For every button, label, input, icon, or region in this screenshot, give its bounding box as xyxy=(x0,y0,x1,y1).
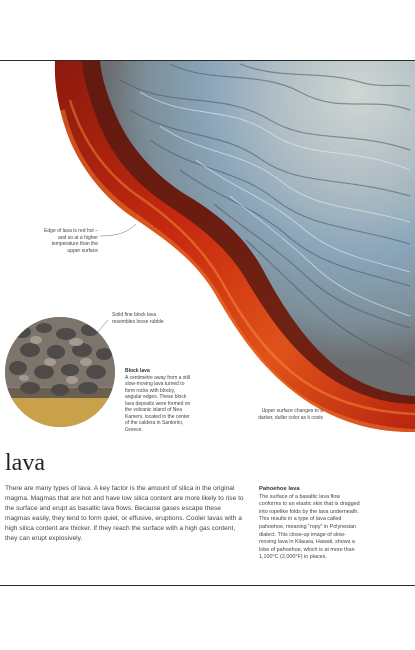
edge-annotation-text: Edge of lava is red hot – and so at a higher temperature than the upper surface xyxy=(44,228,98,254)
block-lava-body: A centimetre away from a still slow-moving lava turned to form rocks with blocky, angular edges. These block lava deposits were formed on the volcanic island of Nea Kameni, located in the center of the caldera in Santorini, Greece. xyxy=(125,374,191,433)
page-title: lava xyxy=(5,450,45,476)
pahoehoe-heading: Pahoehoe lava xyxy=(259,486,300,492)
block-caption xyxy=(112,312,174,325)
block-lava-photo xyxy=(5,317,115,430)
bottom-rule xyxy=(0,585,415,586)
pahoehoe-sidebar xyxy=(259,486,363,562)
upper-surface-annotation xyxy=(245,408,323,421)
block-caption-text: Solid fine block lava resembles loose rubble xyxy=(112,312,164,325)
leader-edge xyxy=(100,224,136,236)
block-lava-heading: Block lava xyxy=(125,368,150,374)
top-rule xyxy=(0,60,415,61)
edge-annotation xyxy=(44,228,98,254)
block-lava-annotation xyxy=(125,368,191,433)
intro-paragraph: There are many types of lava. A key factor is the amount of silica in the original magma. Magmas that are hot and have low silica content are more likely to rise to the surface and erupt as basaltic lava flows. Because gases escape these magmas easily, they tend to form quiet, or effusive, eruptions. Cooler lavas with a high silica content are thicker. If they reach the surface with a high gas content, they can erupt explosively. xyxy=(5,485,244,542)
leader-block xyxy=(96,320,108,334)
pahoehoe-body: The surface of a basaltic lava flow conforms to an elastic skin that is dragged into ropelike folds by the lava underneath. This results in a type of lava called pahoehoe, meaning "ropy" in Polynesian dialect. This close-up image of slow-moving lava in Kilauea, Hawaii, shows a lobe of pahoehoe, which is at more than 1,100°C (2,000°F) in places. xyxy=(259,493,360,561)
upper-surface-text: Upper surface changes to a darker, duller color as it cools xyxy=(258,408,323,421)
